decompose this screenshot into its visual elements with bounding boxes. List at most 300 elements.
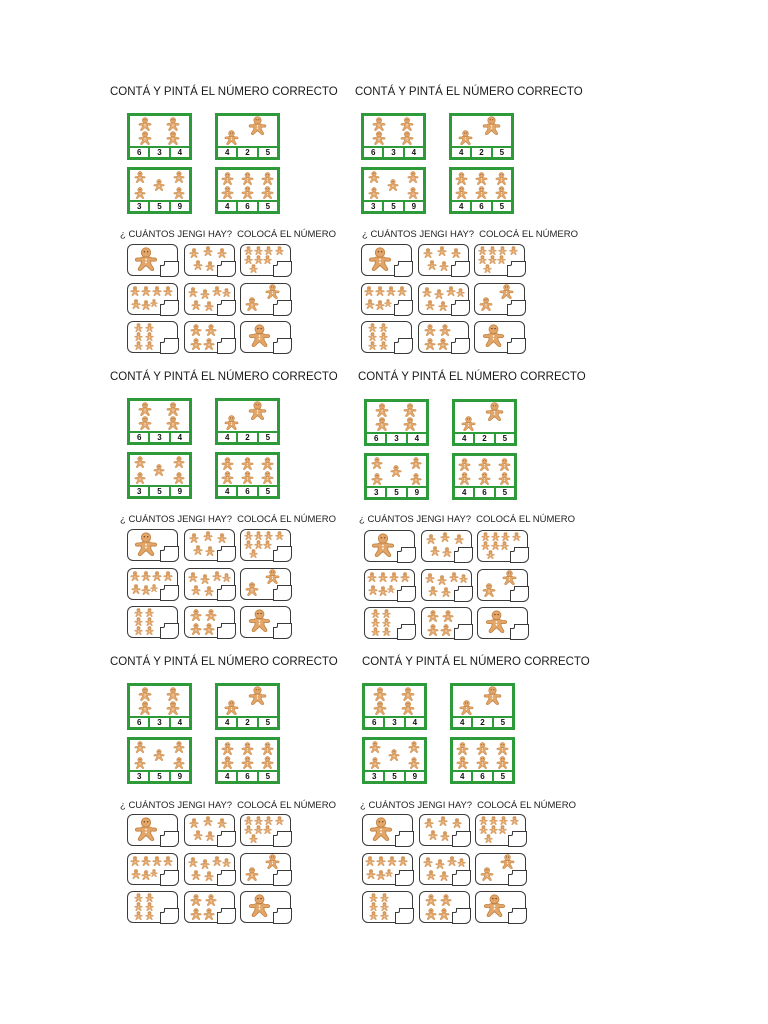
gingerbread-man-icon (193, 545, 203, 555)
gingerbread-man-icon (478, 255, 487, 264)
count-card (361, 244, 412, 276)
count-and-color-card (215, 398, 280, 445)
gingerbread-man-icon (456, 756, 469, 769)
number-option: 6 (473, 488, 493, 497)
gingerbread-man-icon (163, 571, 173, 581)
gingerbread-man-icon (375, 286, 385, 296)
gingerbread-man-icon (386, 286, 396, 296)
answer-box (395, 908, 414, 924)
gingerbread-man-icon (438, 301, 448, 311)
gingerbread-man-icon (483, 686, 502, 705)
count-and-color-card (452, 399, 517, 446)
gingerbread-man-icon (369, 911, 378, 920)
answer-box (508, 870, 527, 886)
gingerbread-man-icon (485, 610, 508, 633)
count-card (127, 814, 178, 846)
number-options (367, 432, 426, 443)
answer-box (273, 300, 292, 316)
number-option: 6 (373, 434, 379, 443)
gingerbread-man-icon (275, 816, 284, 825)
number-option: 6 (236, 772, 256, 781)
gingerbread-man-icon (481, 541, 490, 550)
gingerbread-man-icon (458, 472, 471, 485)
gingerbread-man-icon (440, 624, 452, 636)
gingerbread-man-icon (424, 338, 436, 350)
count-card (240, 321, 291, 353)
gingerbread-man-icon (426, 870, 436, 880)
number-options (218, 431, 277, 442)
gingerbread-man-icon (501, 532, 510, 541)
gingerbread-man-icon (480, 867, 494, 881)
count-card (418, 321, 469, 353)
gingerbread-man-icon (483, 894, 506, 917)
gingerbread-man-icon (365, 299, 375, 309)
gingerbread-man-icon (408, 741, 420, 753)
count-card (127, 606, 178, 638)
gingerbread-man-icon (263, 825, 272, 834)
count-and-color-card (450, 683, 515, 730)
instruction-text: COLOCÁ EL NÚMERO (476, 514, 575, 525)
count-card (477, 607, 528, 639)
gingerbread-man-icon (150, 584, 158, 592)
gingerbread-man-icon (382, 609, 391, 618)
count-and-color-card (215, 167, 280, 214)
gingerbread-man-icon (173, 741, 185, 753)
number-options (364, 146, 423, 157)
gingerbread-man-icon (134, 187, 146, 199)
answer-box (451, 338, 470, 354)
gingerbread-man-icon (173, 757, 185, 769)
number-options (218, 200, 277, 211)
count-and-color-card (364, 453, 429, 500)
gingerbread-man-icon (189, 533, 199, 543)
number-option: 6 (471, 772, 491, 781)
count-card (184, 814, 235, 846)
number-options (130, 146, 189, 157)
gingerbread-man-icon (499, 816, 508, 825)
gingerbread-man-icon (217, 248, 227, 258)
gingerbread-man-icon (191, 585, 201, 595)
number-option: 2 (471, 718, 491, 727)
number-option: 5 (257, 202, 277, 211)
count-card (127, 321, 178, 353)
gingerbread-man-icon (459, 574, 468, 583)
gingerbread-man-icon (388, 749, 400, 761)
worksheet-title: CONTÁ Y PINTÁ EL NÚMERO CORRECTO (358, 371, 586, 383)
count-card (362, 814, 413, 846)
answer-box (160, 300, 179, 316)
gingerbread-man-icon (482, 324, 505, 347)
instruction-text: COLOCÁ EL NÚMERO (237, 800, 336, 811)
question-text: ¿ CUÁNTOS JENGI HAY? (362, 229, 475, 240)
gingerbread-man-icon (437, 246, 447, 256)
count-and-color-card (215, 683, 280, 730)
gingerbread-man-icon (245, 867, 259, 881)
gingerbread-man-icon (371, 457, 383, 469)
answer-box (508, 831, 527, 847)
count-card (474, 321, 525, 353)
number-option: 6 (236, 202, 256, 211)
gingerbread-man-icon (449, 572, 459, 582)
number-option: 4 (224, 202, 230, 211)
number-option: 4 (404, 718, 424, 727)
gingerbread-man-icon (459, 700, 474, 715)
question-text: ¿ CUÁNTOS JENGI HAY? (120, 229, 233, 240)
gingerbread-man-icon (427, 610, 439, 622)
gingerbread-man-icon (403, 403, 417, 417)
gingerbread-man-icon (166, 701, 180, 715)
gingerbread-man-icon (134, 741, 146, 753)
gingerbread-man-icon (189, 248, 199, 258)
number-option: 9 (403, 202, 423, 211)
number-options (365, 716, 424, 727)
answer-box (160, 338, 179, 354)
count-card (364, 569, 415, 601)
gingerbread-man-icon (408, 757, 420, 769)
gingerbread-man-icon (401, 701, 415, 715)
number-option: 5 (385, 488, 405, 497)
gingerbread-man-icon (188, 572, 198, 582)
gingerbread-man-icon (378, 572, 388, 582)
number-option: 2 (236, 433, 256, 442)
gingerbread-man-icon (390, 465, 402, 477)
gingerbread-man-icon (261, 471, 274, 484)
gingerbread-man-icon (499, 284, 514, 299)
gingerbread-man-icon (203, 816, 213, 826)
gingerbread-man-icon (428, 586, 438, 596)
gingerbread-man-icon (189, 818, 199, 828)
gingerbread-man-icon (478, 472, 491, 485)
gingerbread-man-icon (204, 301, 214, 311)
answer-box (452, 908, 471, 924)
gingerbread-man-icon (134, 456, 146, 468)
gingerbread-man-icon (482, 116, 501, 135)
gingerbread-man-icon (134, 626, 143, 635)
gingerbread-man-icon (134, 817, 158, 841)
gingerbread-man-icon (512, 532, 521, 541)
gingerbread-man-icon (264, 246, 273, 255)
gingerbread-man-icon (485, 402, 504, 421)
instruction-text: COLOCÁ EL NÚMERO (237, 229, 336, 240)
number-option: 6 (236, 487, 256, 496)
answer-box (452, 831, 471, 847)
gingerbread-man-icon (217, 533, 227, 543)
gingerbread-man-icon (403, 417, 417, 431)
gingerbread-man-icon (152, 286, 162, 296)
gingerbread-man-icon (200, 574, 210, 584)
gingerbread-man-icon (221, 186, 234, 199)
gingerbread-man-icon (489, 825, 498, 834)
number-options (218, 716, 277, 727)
gingerbread-man-icon (368, 247, 392, 271)
answer-box (217, 338, 236, 354)
gingerbread-man-icon (407, 171, 419, 183)
answer-box (397, 586, 416, 602)
gingerbread-man-icon (134, 902, 143, 911)
answer-box (160, 831, 179, 847)
gingerbread-man-icon (193, 260, 203, 270)
gingerbread-man-icon (484, 834, 493, 843)
gingerbread-man-icon (221, 172, 234, 185)
answer-box (273, 261, 292, 277)
number-option: 3 (136, 772, 142, 781)
gingerbread-man-icon (166, 117, 180, 131)
number-option: 3 (148, 148, 168, 157)
number-option: 6 (470, 202, 490, 211)
count-card (184, 283, 235, 315)
count-card (184, 568, 235, 600)
gingerbread-man-icon (134, 472, 146, 484)
gingerbread-man-icon (476, 756, 489, 769)
number-option: 5 (257, 772, 277, 781)
gingerbread-man-icon (367, 572, 377, 582)
number-options (365, 770, 424, 781)
count-card (184, 244, 235, 276)
number-option: 4 (403, 148, 423, 157)
gingerbread-man-icon (489, 816, 498, 825)
gingerbread-man-icon (150, 869, 158, 877)
gingerbread-man-icon (438, 816, 448, 826)
number-option: 4 (459, 772, 465, 781)
count-and-color-card (127, 113, 192, 160)
gingerbread-man-icon (423, 248, 433, 258)
gingerbread-man-icon (430, 546, 440, 556)
count-and-color-card (364, 399, 429, 446)
gingerbread-man-icon (446, 286, 456, 296)
number-option: 4 (224, 772, 230, 781)
count-question (120, 229, 336, 240)
number-option: 4 (169, 148, 189, 157)
gingerbread-man-icon (241, 172, 254, 185)
count-card (362, 853, 413, 885)
gingerbread-man-icon (188, 857, 198, 867)
gingerbread-man-icon (442, 547, 452, 557)
number-options (130, 485, 189, 496)
gingerbread-man-icon (265, 284, 280, 299)
count-and-color-card (362, 683, 427, 730)
gingerbread-man-icon (254, 246, 263, 255)
answer-box (217, 831, 236, 847)
gingerbread-man-icon (134, 341, 143, 350)
answer-box (217, 908, 236, 924)
gingerbread-man-icon (241, 471, 254, 484)
question-text: ¿ CUÁNTOS JENGI HAY? (120, 514, 233, 525)
number-options (453, 716, 512, 727)
gingerbread-man-icon (428, 830, 438, 840)
gingerbread-man-icon (191, 300, 201, 310)
number-options (364, 200, 423, 211)
gingerbread-man-icon (248, 401, 267, 420)
number-option: 2 (236, 718, 256, 727)
answer-box (454, 624, 473, 640)
number-option: 4 (458, 202, 464, 211)
gingerbread-man-icon (212, 571, 222, 581)
gingerbread-man-icon (145, 332, 154, 341)
gingerbread-man-icon (134, 332, 143, 341)
gingerbread-man-icon (173, 187, 185, 199)
answer-box (397, 547, 416, 563)
number-option: 4 (224, 487, 230, 496)
answer-box (451, 261, 470, 277)
gingerbread-man-icon (437, 338, 449, 350)
gingerbread-man-icon (153, 464, 165, 476)
gingerbread-man-icon (222, 288, 231, 297)
count-card (240, 853, 291, 885)
gingerbread-man-icon (424, 324, 436, 336)
gingerbread-man-icon (479, 816, 488, 825)
gingerbread-man-icon (224, 700, 239, 715)
gingerbread-man-icon (188, 287, 198, 297)
count-and-color-card (361, 167, 426, 214)
gingerbread-man-icon (221, 756, 234, 769)
gingerbread-man-icon (510, 816, 519, 825)
gingerbread-man-icon (163, 286, 173, 296)
number-option: 4 (406, 434, 426, 443)
gingerbread-man-icon (152, 571, 162, 581)
answer-box (273, 908, 292, 924)
answer-box (160, 908, 179, 924)
gingerbread-man-icon (400, 131, 414, 145)
gingerbread-man-icon (479, 297, 493, 311)
gingerbread-man-icon (224, 130, 239, 145)
answer-box (454, 547, 473, 563)
count-and-color-card (215, 113, 280, 160)
number-options (218, 146, 277, 157)
gingerbread-man-icon (131, 299, 141, 309)
gingerbread-man-icon (407, 187, 419, 199)
gingerbread-man-icon (452, 818, 462, 828)
count-card (475, 853, 526, 885)
count-and-color-card (127, 167, 192, 214)
gingerbread-man-icon (190, 609, 202, 621)
instruction-text: COLOCÁ EL NÚMERO (477, 800, 576, 811)
number-options (453, 770, 512, 781)
answer-box (217, 546, 236, 562)
count-card (418, 244, 469, 276)
gingerbread-man-icon (369, 741, 381, 753)
number-option: 2 (236, 148, 256, 157)
number-option: 3 (136, 202, 142, 211)
gingerbread-man-icon (245, 297, 259, 311)
answer-box (273, 831, 292, 847)
gingerbread-man-icon (400, 572, 410, 582)
number-option: 6 (136, 433, 142, 442)
count-and-color-card (127, 737, 192, 784)
number-option: 5 (257, 487, 277, 496)
gingerbread-man-icon (203, 338, 215, 350)
gingerbread-man-icon (261, 457, 274, 470)
gingerbread-man-icon (145, 617, 154, 626)
gingerbread-man-icon (425, 908, 437, 920)
number-option: 9 (169, 772, 189, 781)
gingerbread-man-icon (387, 179, 399, 191)
answer-box (507, 338, 526, 354)
gingerbread-man-icon (379, 332, 388, 341)
gingerbread-man-icon (141, 856, 151, 866)
gingerbread-man-icon (224, 415, 239, 430)
count-and-color-card (127, 683, 192, 730)
gingerbread-man-icon (380, 911, 389, 920)
count-and-color-card (215, 737, 280, 784)
number-options (130, 200, 189, 211)
number-option: 6 (371, 718, 377, 727)
gingerbread-man-icon (427, 260, 437, 270)
gingerbread-man-icon (138, 687, 152, 701)
answer-box (394, 300, 413, 316)
gingerbread-man-icon (488, 255, 497, 264)
instruction-text: COLOCÁ EL NÚMERO (237, 514, 336, 525)
gingerbread-man-icon (138, 117, 152, 131)
count-card (419, 891, 470, 923)
gingerbread-man-icon (131, 869, 141, 879)
answer-box (273, 585, 292, 601)
gingerbread-man-icon (205, 324, 217, 336)
gingerbread-man-icon (364, 286, 374, 296)
number-options (455, 432, 514, 443)
gingerbread-man-icon (481, 532, 490, 541)
gingerbread-man-icon (205, 609, 217, 621)
count-card (127, 568, 178, 600)
gingerbread-man-icon (190, 623, 202, 635)
gingerbread-man-icon (368, 341, 377, 350)
gingerbread-man-icon (254, 816, 263, 825)
answer-box (160, 870, 179, 886)
gingerbread-man-icon (498, 458, 511, 471)
count-and-color-card (452, 453, 517, 500)
gingerbread-man-icon (424, 818, 434, 828)
count-card (240, 244, 291, 276)
gingerbread-man-icon (425, 300, 435, 310)
gingerbread-man-icon (410, 457, 422, 469)
count-question (360, 800, 576, 811)
gingerbread-man-icon (440, 894, 452, 906)
number-option: 5 (383, 772, 403, 781)
count-card (419, 814, 470, 846)
gingerbread-man-icon (475, 172, 488, 185)
number-option: 4 (461, 434, 467, 443)
gingerbread-man-icon (254, 825, 263, 834)
gingerbread-man-icon (457, 858, 466, 867)
gingerbread-man-icon (368, 171, 380, 183)
worksheet-title: CONTÁ Y PINTÁ EL NÚMERO CORRECTO (355, 86, 583, 98)
count-card (364, 607, 415, 639)
gingerbread-man-icon (244, 540, 253, 549)
gingerbread-man-icon (166, 402, 180, 416)
gingerbread-man-icon (369, 817, 393, 841)
gingerbread-man-icon (389, 572, 399, 582)
count-and-color-card (127, 398, 192, 445)
number-options (130, 431, 189, 442)
gingerbread-man-icon (190, 324, 202, 336)
gingerbread-man-icon (145, 893, 154, 902)
number-option: 5 (257, 718, 277, 727)
gingerbread-man-icon (245, 582, 259, 596)
gingerbread-man-icon (476, 742, 489, 755)
count-card (240, 529, 291, 561)
answer-box (395, 870, 414, 886)
answer-box (394, 261, 413, 277)
count-card (184, 321, 235, 353)
count-card (127, 244, 178, 276)
number-option: 5 (257, 433, 277, 442)
count-and-color-card (450, 737, 515, 784)
number-option: 4 (459, 718, 465, 727)
gingerbread-man-icon (454, 534, 464, 544)
gingerbread-man-icon (486, 550, 495, 559)
gingerbread-man-icon (241, 756, 254, 769)
count-card (477, 530, 528, 562)
gingerbread-man-icon (440, 532, 450, 542)
